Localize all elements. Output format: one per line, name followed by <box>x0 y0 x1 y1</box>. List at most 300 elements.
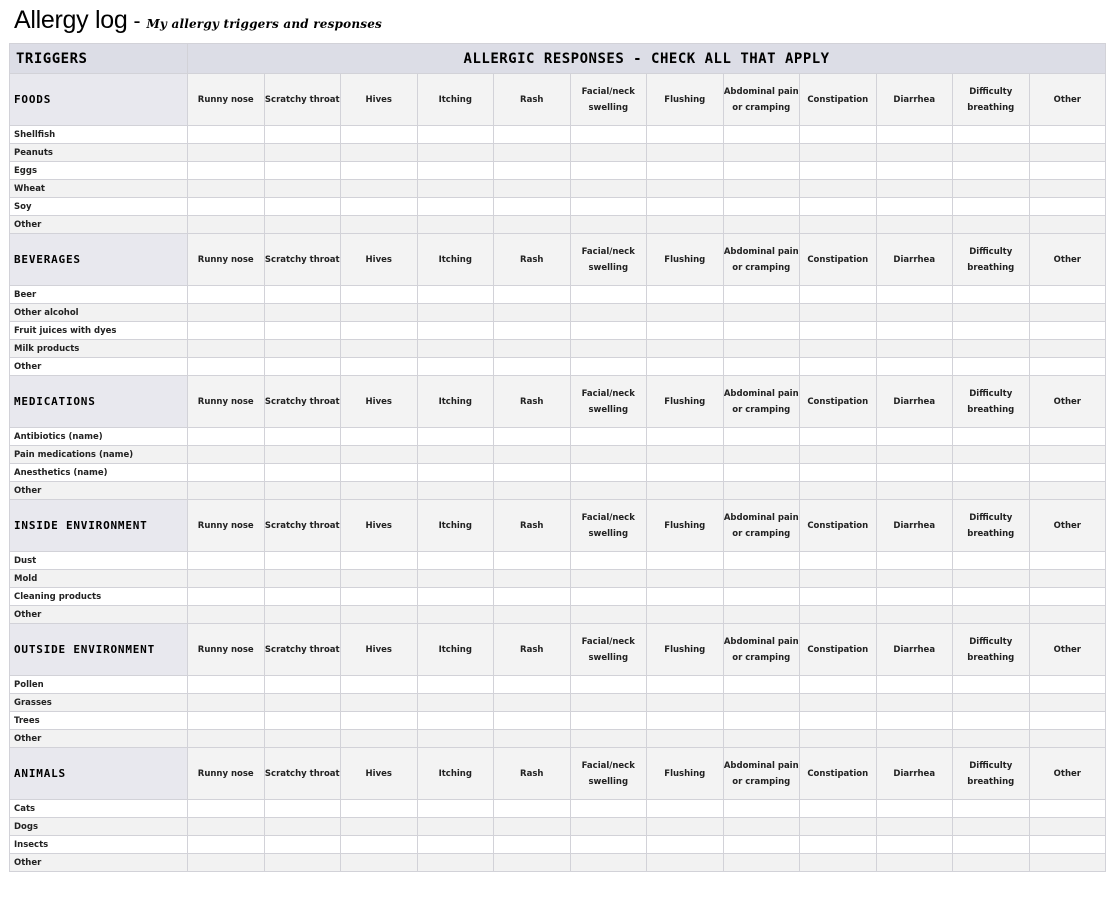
response-checkbox-cell[interactable] <box>647 606 724 624</box>
response-checkbox-cell[interactable] <box>570 570 647 588</box>
response-checkbox-cell[interactable] <box>647 304 724 322</box>
response-checkbox-cell[interactable] <box>723 428 800 446</box>
response-checkbox-cell[interactable] <box>1029 162 1106 180</box>
response-checkbox-cell[interactable] <box>1029 818 1106 836</box>
response-checkbox-cell[interactable] <box>570 588 647 606</box>
response-checkbox-cell[interactable] <box>417 216 494 234</box>
response-checkbox-cell[interactable] <box>264 854 341 872</box>
response-checkbox-cell[interactable] <box>570 304 647 322</box>
response-checkbox-cell[interactable] <box>188 322 265 340</box>
response-checkbox-cell[interactable] <box>1029 216 1106 234</box>
response-checkbox-cell[interactable] <box>188 854 265 872</box>
response-checkbox-cell[interactable] <box>953 446 1030 464</box>
response-checkbox-cell[interactable] <box>647 464 724 482</box>
response-checkbox-cell[interactable] <box>494 304 571 322</box>
response-checkbox-cell[interactable] <box>188 730 265 748</box>
response-checkbox-cell[interactable] <box>188 428 265 446</box>
response-checkbox-cell[interactable] <box>570 676 647 694</box>
response-checkbox-cell[interactable] <box>723 676 800 694</box>
response-checkbox-cell[interactable] <box>188 144 265 162</box>
response-checkbox-cell[interactable] <box>188 588 265 606</box>
response-checkbox-cell[interactable] <box>341 854 418 872</box>
response-checkbox-cell[interactable] <box>188 198 265 216</box>
response-checkbox-cell[interactable] <box>417 694 494 712</box>
response-checkbox-cell[interactable] <box>341 588 418 606</box>
response-checkbox-cell[interactable] <box>723 570 800 588</box>
response-checkbox-cell[interactable] <box>953 216 1030 234</box>
response-checkbox-cell[interactable] <box>953 322 1030 340</box>
response-checkbox-cell[interactable] <box>494 464 571 482</box>
response-checkbox-cell[interactable] <box>647 446 724 464</box>
response-checkbox-cell[interactable] <box>723 340 800 358</box>
response-checkbox-cell[interactable] <box>264 216 341 234</box>
response-checkbox-cell[interactable] <box>188 358 265 376</box>
response-checkbox-cell[interactable] <box>570 340 647 358</box>
response-checkbox-cell[interactable] <box>800 428 877 446</box>
response-checkbox-cell[interactable] <box>723 322 800 340</box>
response-checkbox-cell[interactable] <box>800 304 877 322</box>
response-checkbox-cell[interactable] <box>1029 126 1106 144</box>
response-checkbox-cell[interactable] <box>570 428 647 446</box>
response-checkbox-cell[interactable] <box>264 836 341 854</box>
response-checkbox-cell[interactable] <box>800 818 877 836</box>
response-checkbox-cell[interactable] <box>417 322 494 340</box>
response-checkbox-cell[interactable] <box>876 606 953 624</box>
response-checkbox-cell[interactable] <box>953 836 1030 854</box>
response-checkbox-cell[interactable] <box>876 570 953 588</box>
response-checkbox-cell[interactable] <box>341 446 418 464</box>
response-checkbox-cell[interactable] <box>188 216 265 234</box>
response-checkbox-cell[interactable] <box>953 552 1030 570</box>
response-checkbox-cell[interactable] <box>876 198 953 216</box>
response-checkbox-cell[interactable] <box>953 180 1030 198</box>
response-checkbox-cell[interactable] <box>341 304 418 322</box>
response-checkbox-cell[interactable] <box>800 286 877 304</box>
response-checkbox-cell[interactable] <box>494 818 571 836</box>
response-checkbox-cell[interactable] <box>953 570 1030 588</box>
response-checkbox-cell[interactable] <box>953 712 1030 730</box>
response-checkbox-cell[interactable] <box>1029 800 1106 818</box>
response-checkbox-cell[interactable] <box>570 552 647 570</box>
response-checkbox-cell[interactable] <box>188 800 265 818</box>
response-checkbox-cell[interactable] <box>417 446 494 464</box>
response-checkbox-cell[interactable] <box>341 216 418 234</box>
response-checkbox-cell[interactable] <box>417 482 494 500</box>
response-checkbox-cell[interactable] <box>341 126 418 144</box>
response-checkbox-cell[interactable] <box>876 730 953 748</box>
response-checkbox-cell[interactable] <box>494 144 571 162</box>
response-checkbox-cell[interactable] <box>417 818 494 836</box>
response-checkbox-cell[interactable] <box>800 340 877 358</box>
response-checkbox-cell[interactable] <box>723 606 800 624</box>
response-checkbox-cell[interactable] <box>264 446 341 464</box>
response-checkbox-cell[interactable] <box>494 854 571 872</box>
response-checkbox-cell[interactable] <box>953 854 1030 872</box>
response-checkbox-cell[interactable] <box>876 304 953 322</box>
response-checkbox-cell[interactable] <box>417 730 494 748</box>
response-checkbox-cell[interactable] <box>570 358 647 376</box>
response-checkbox-cell[interactable] <box>800 482 877 500</box>
response-checkbox-cell[interactable] <box>876 322 953 340</box>
response-checkbox-cell[interactable] <box>264 818 341 836</box>
response-checkbox-cell[interactable] <box>876 552 953 570</box>
response-checkbox-cell[interactable] <box>800 322 877 340</box>
response-checkbox-cell[interactable] <box>647 180 724 198</box>
response-checkbox-cell[interactable] <box>417 198 494 216</box>
response-checkbox-cell[interactable] <box>953 818 1030 836</box>
response-checkbox-cell[interactable] <box>723 800 800 818</box>
response-checkbox-cell[interactable] <box>494 340 571 358</box>
response-checkbox-cell[interactable] <box>188 676 265 694</box>
response-checkbox-cell[interactable] <box>188 126 265 144</box>
response-checkbox-cell[interactable] <box>188 712 265 730</box>
response-checkbox-cell[interactable] <box>647 570 724 588</box>
response-checkbox-cell[interactable] <box>1029 570 1106 588</box>
response-checkbox-cell[interactable] <box>1029 340 1106 358</box>
response-checkbox-cell[interactable] <box>953 198 1030 216</box>
response-checkbox-cell[interactable] <box>1029 730 1106 748</box>
response-checkbox-cell[interactable] <box>188 482 265 500</box>
response-checkbox-cell[interactable] <box>494 730 571 748</box>
response-checkbox-cell[interactable] <box>800 800 877 818</box>
response-checkbox-cell[interactable] <box>876 180 953 198</box>
response-checkbox-cell[interactable] <box>800 216 877 234</box>
response-checkbox-cell[interactable] <box>647 730 724 748</box>
response-checkbox-cell[interactable] <box>494 712 571 730</box>
response-checkbox-cell[interactable] <box>723 694 800 712</box>
response-checkbox-cell[interactable] <box>341 552 418 570</box>
response-checkbox-cell[interactable] <box>876 358 953 376</box>
response-checkbox-cell[interactable] <box>341 818 418 836</box>
response-checkbox-cell[interactable] <box>647 358 724 376</box>
response-checkbox-cell[interactable] <box>800 144 877 162</box>
response-checkbox-cell[interactable] <box>647 198 724 216</box>
response-checkbox-cell[interactable] <box>570 162 647 180</box>
response-checkbox-cell[interactable] <box>1029 854 1106 872</box>
response-checkbox-cell[interactable] <box>876 482 953 500</box>
response-checkbox-cell[interactable] <box>341 198 418 216</box>
response-checkbox-cell[interactable] <box>953 588 1030 606</box>
response-checkbox-cell[interactable] <box>417 428 494 446</box>
response-checkbox-cell[interactable] <box>417 712 494 730</box>
response-checkbox-cell[interactable] <box>1029 836 1106 854</box>
response-checkbox-cell[interactable] <box>341 322 418 340</box>
response-checkbox-cell[interactable] <box>494 216 571 234</box>
response-checkbox-cell[interactable] <box>800 676 877 694</box>
response-checkbox-cell[interactable] <box>264 144 341 162</box>
response-checkbox-cell[interactable] <box>723 216 800 234</box>
response-checkbox-cell[interactable] <box>647 126 724 144</box>
response-checkbox-cell[interactable] <box>1029 464 1106 482</box>
response-checkbox-cell[interactable] <box>417 162 494 180</box>
response-checkbox-cell[interactable] <box>876 694 953 712</box>
response-checkbox-cell[interactable] <box>876 854 953 872</box>
response-checkbox-cell[interactable] <box>723 482 800 500</box>
response-checkbox-cell[interactable] <box>647 836 724 854</box>
response-checkbox-cell[interactable] <box>188 286 265 304</box>
response-checkbox-cell[interactable] <box>494 446 571 464</box>
response-checkbox-cell[interactable] <box>647 854 724 872</box>
response-checkbox-cell[interactable] <box>264 800 341 818</box>
response-checkbox-cell[interactable] <box>647 286 724 304</box>
response-checkbox-cell[interactable] <box>953 144 1030 162</box>
response-checkbox-cell[interactable] <box>341 694 418 712</box>
response-checkbox-cell[interactable] <box>800 126 877 144</box>
response-checkbox-cell[interactable] <box>800 606 877 624</box>
response-checkbox-cell[interactable] <box>570 464 647 482</box>
response-checkbox-cell[interactable] <box>876 446 953 464</box>
response-checkbox-cell[interactable] <box>494 126 571 144</box>
response-checkbox-cell[interactable] <box>417 606 494 624</box>
response-checkbox-cell[interactable] <box>647 588 724 606</box>
response-checkbox-cell[interactable] <box>953 606 1030 624</box>
response-checkbox-cell[interactable] <box>494 428 571 446</box>
response-checkbox-cell[interactable] <box>188 606 265 624</box>
response-checkbox-cell[interactable] <box>264 588 341 606</box>
response-checkbox-cell[interactable] <box>417 854 494 872</box>
response-checkbox-cell[interactable] <box>264 198 341 216</box>
response-checkbox-cell[interactable] <box>570 730 647 748</box>
response-checkbox-cell[interactable] <box>953 428 1030 446</box>
response-checkbox-cell[interactable] <box>800 712 877 730</box>
response-checkbox-cell[interactable] <box>953 694 1030 712</box>
response-checkbox-cell[interactable] <box>876 126 953 144</box>
response-checkbox-cell[interactable] <box>494 606 571 624</box>
response-checkbox-cell[interactable] <box>188 446 265 464</box>
response-checkbox-cell[interactable] <box>570 800 647 818</box>
response-checkbox-cell[interactable] <box>876 144 953 162</box>
response-checkbox-cell[interactable] <box>264 180 341 198</box>
response-checkbox-cell[interactable] <box>876 216 953 234</box>
response-checkbox-cell[interactable] <box>494 676 571 694</box>
response-checkbox-cell[interactable] <box>570 126 647 144</box>
response-checkbox-cell[interactable] <box>647 144 724 162</box>
response-checkbox-cell[interactable] <box>800 162 877 180</box>
response-checkbox-cell[interactable] <box>417 126 494 144</box>
response-checkbox-cell[interactable] <box>341 606 418 624</box>
response-checkbox-cell[interactable] <box>417 836 494 854</box>
response-checkbox-cell[interactable] <box>953 800 1030 818</box>
response-checkbox-cell[interactable] <box>188 340 265 358</box>
response-checkbox-cell[interactable] <box>1029 482 1106 500</box>
response-checkbox-cell[interactable] <box>647 482 724 500</box>
response-checkbox-cell[interactable] <box>341 340 418 358</box>
response-checkbox-cell[interactable] <box>417 552 494 570</box>
response-checkbox-cell[interactable] <box>417 340 494 358</box>
response-checkbox-cell[interactable] <box>800 358 877 376</box>
response-checkbox-cell[interactable] <box>188 818 265 836</box>
response-checkbox-cell[interactable] <box>570 694 647 712</box>
response-checkbox-cell[interactable] <box>876 712 953 730</box>
response-checkbox-cell[interactable] <box>723 162 800 180</box>
response-checkbox-cell[interactable] <box>1029 304 1106 322</box>
response-checkbox-cell[interactable] <box>417 358 494 376</box>
response-checkbox-cell[interactable] <box>876 818 953 836</box>
response-checkbox-cell[interactable] <box>341 428 418 446</box>
response-checkbox-cell[interactable] <box>876 800 953 818</box>
response-checkbox-cell[interactable] <box>723 730 800 748</box>
response-checkbox-cell[interactable] <box>800 836 877 854</box>
response-checkbox-cell[interactable] <box>647 428 724 446</box>
response-checkbox-cell[interactable] <box>417 588 494 606</box>
response-checkbox-cell[interactable] <box>264 570 341 588</box>
response-checkbox-cell[interactable] <box>417 464 494 482</box>
response-checkbox-cell[interactable] <box>723 304 800 322</box>
response-checkbox-cell[interactable] <box>647 676 724 694</box>
response-checkbox-cell[interactable] <box>341 800 418 818</box>
response-checkbox-cell[interactable] <box>1029 552 1106 570</box>
response-checkbox-cell[interactable] <box>1029 428 1106 446</box>
response-checkbox-cell[interactable] <box>341 482 418 500</box>
response-checkbox-cell[interactable] <box>647 340 724 358</box>
response-checkbox-cell[interactable] <box>188 180 265 198</box>
response-checkbox-cell[interactable] <box>1029 676 1106 694</box>
response-checkbox-cell[interactable] <box>570 854 647 872</box>
response-checkbox-cell[interactable] <box>800 588 877 606</box>
response-checkbox-cell[interactable] <box>800 730 877 748</box>
response-checkbox-cell[interactable] <box>570 286 647 304</box>
response-checkbox-cell[interactable] <box>647 712 724 730</box>
response-checkbox-cell[interactable] <box>494 800 571 818</box>
response-checkbox-cell[interactable] <box>341 570 418 588</box>
response-checkbox-cell[interactable] <box>417 304 494 322</box>
response-checkbox-cell[interactable] <box>876 286 953 304</box>
response-checkbox-cell[interactable] <box>723 180 800 198</box>
response-checkbox-cell[interactable] <box>723 818 800 836</box>
response-checkbox-cell[interactable] <box>647 800 724 818</box>
response-checkbox-cell[interactable] <box>188 552 265 570</box>
response-checkbox-cell[interactable] <box>800 446 877 464</box>
response-checkbox-cell[interactable] <box>723 588 800 606</box>
response-checkbox-cell[interactable] <box>876 340 953 358</box>
response-checkbox-cell[interactable] <box>647 694 724 712</box>
response-checkbox-cell[interactable] <box>341 286 418 304</box>
response-checkbox-cell[interactable] <box>800 694 877 712</box>
response-checkbox-cell[interactable] <box>723 712 800 730</box>
response-checkbox-cell[interactable] <box>570 180 647 198</box>
response-checkbox-cell[interactable] <box>876 836 953 854</box>
response-checkbox-cell[interactable] <box>800 198 877 216</box>
response-checkbox-cell[interactable] <box>341 162 418 180</box>
response-checkbox-cell[interactable] <box>723 144 800 162</box>
response-checkbox-cell[interactable] <box>341 180 418 198</box>
response-checkbox-cell[interactable] <box>1029 606 1106 624</box>
response-checkbox-cell[interactable] <box>647 162 724 180</box>
response-checkbox-cell[interactable] <box>723 464 800 482</box>
response-checkbox-cell[interactable] <box>953 286 1030 304</box>
response-checkbox-cell[interactable] <box>1029 358 1106 376</box>
response-checkbox-cell[interactable] <box>417 800 494 818</box>
response-checkbox-cell[interactable] <box>1029 180 1106 198</box>
response-checkbox-cell[interactable] <box>341 836 418 854</box>
response-checkbox-cell[interactable] <box>494 570 571 588</box>
response-checkbox-cell[interactable] <box>800 854 877 872</box>
response-checkbox-cell[interactable] <box>1029 446 1106 464</box>
response-checkbox-cell[interactable] <box>264 162 341 180</box>
response-checkbox-cell[interactable] <box>570 322 647 340</box>
response-checkbox-cell[interactable] <box>188 570 265 588</box>
response-checkbox-cell[interactable] <box>264 464 341 482</box>
response-checkbox-cell[interactable] <box>570 446 647 464</box>
response-checkbox-cell[interactable] <box>953 730 1030 748</box>
response-checkbox-cell[interactable] <box>647 216 724 234</box>
response-checkbox-cell[interactable] <box>264 428 341 446</box>
response-checkbox-cell[interactable] <box>723 552 800 570</box>
response-checkbox-cell[interactable] <box>800 180 877 198</box>
response-checkbox-cell[interactable] <box>570 198 647 216</box>
response-checkbox-cell[interactable] <box>800 552 877 570</box>
response-checkbox-cell[interactable] <box>570 606 647 624</box>
response-checkbox-cell[interactable] <box>341 358 418 376</box>
response-checkbox-cell[interactable] <box>723 358 800 376</box>
response-checkbox-cell[interactable] <box>953 482 1030 500</box>
response-checkbox-cell[interactable] <box>494 694 571 712</box>
response-checkbox-cell[interactable] <box>494 588 571 606</box>
response-checkbox-cell[interactable] <box>1029 694 1106 712</box>
response-checkbox-cell[interactable] <box>570 482 647 500</box>
response-checkbox-cell[interactable] <box>264 340 341 358</box>
response-checkbox-cell[interactable] <box>800 570 877 588</box>
response-checkbox-cell[interactable] <box>417 180 494 198</box>
response-checkbox-cell[interactable] <box>264 322 341 340</box>
response-checkbox-cell[interactable] <box>953 162 1030 180</box>
response-checkbox-cell[interactable] <box>264 676 341 694</box>
response-checkbox-cell[interactable] <box>341 712 418 730</box>
response-checkbox-cell[interactable] <box>953 676 1030 694</box>
response-checkbox-cell[interactable] <box>953 464 1030 482</box>
response-checkbox-cell[interactable] <box>264 606 341 624</box>
response-checkbox-cell[interactable] <box>570 712 647 730</box>
response-checkbox-cell[interactable] <box>417 570 494 588</box>
response-checkbox-cell[interactable] <box>1029 198 1106 216</box>
response-checkbox-cell[interactable] <box>341 676 418 694</box>
response-checkbox-cell[interactable] <box>188 304 265 322</box>
response-checkbox-cell[interactable] <box>494 322 571 340</box>
response-checkbox-cell[interactable] <box>723 854 800 872</box>
response-checkbox-cell[interactable] <box>647 818 724 836</box>
response-checkbox-cell[interactable] <box>876 588 953 606</box>
response-checkbox-cell[interactable] <box>1029 322 1106 340</box>
response-checkbox-cell[interactable] <box>188 464 265 482</box>
response-checkbox-cell[interactable] <box>876 162 953 180</box>
response-checkbox-cell[interactable] <box>341 464 418 482</box>
response-checkbox-cell[interactable] <box>264 694 341 712</box>
response-checkbox-cell[interactable] <box>417 286 494 304</box>
response-checkbox-cell[interactable] <box>1029 286 1106 304</box>
response-checkbox-cell[interactable] <box>570 144 647 162</box>
response-checkbox-cell[interactable] <box>494 198 571 216</box>
response-checkbox-cell[interactable] <box>494 552 571 570</box>
response-checkbox-cell[interactable] <box>1029 144 1106 162</box>
response-checkbox-cell[interactable] <box>800 464 877 482</box>
response-checkbox-cell[interactable] <box>570 216 647 234</box>
response-checkbox-cell[interactable] <box>953 126 1030 144</box>
response-checkbox-cell[interactable] <box>264 286 341 304</box>
response-checkbox-cell[interactable] <box>341 730 418 748</box>
response-checkbox-cell[interactable] <box>570 836 647 854</box>
response-checkbox-cell[interactable] <box>188 836 265 854</box>
response-checkbox-cell[interactable] <box>264 304 341 322</box>
response-checkbox-cell[interactable] <box>494 836 571 854</box>
response-checkbox-cell[interactable] <box>647 322 724 340</box>
response-checkbox-cell[interactable] <box>570 818 647 836</box>
response-checkbox-cell[interactable] <box>723 836 800 854</box>
response-checkbox-cell[interactable] <box>876 676 953 694</box>
response-checkbox-cell[interactable] <box>723 198 800 216</box>
response-checkbox-cell[interactable] <box>264 712 341 730</box>
response-checkbox-cell[interactable] <box>647 552 724 570</box>
response-checkbox-cell[interactable] <box>264 552 341 570</box>
